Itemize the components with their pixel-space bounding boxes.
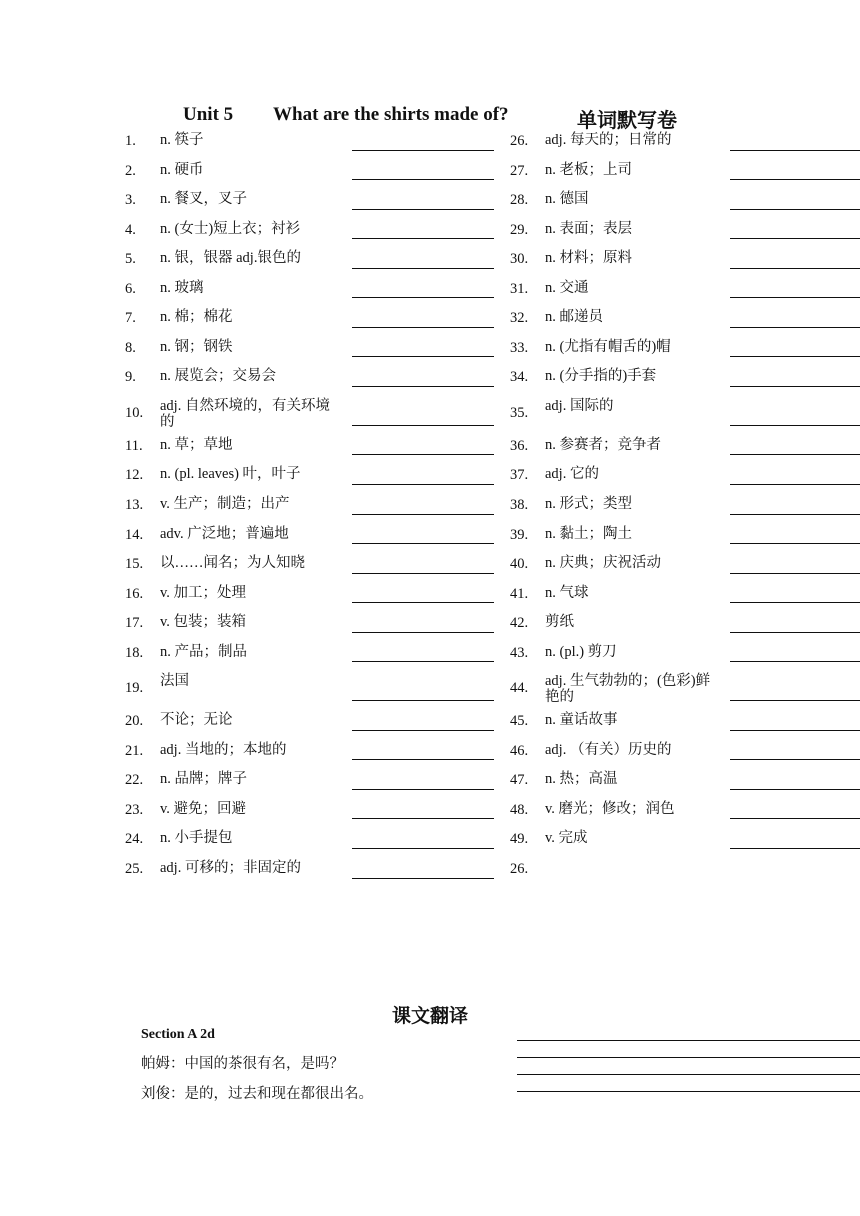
item-definition: n. 表面；表层 [545, 220, 632, 237]
item-definition: v. 完成 [545, 830, 588, 847]
vocab-item [125, 854, 497, 884]
item-definition: v. 避免；回避 [160, 800, 247, 817]
item-definition: n. 品牌；牌子 [160, 771, 247, 788]
translation-answer-line[interactable] [517, 1040, 860, 1041]
vocab-item [510, 795, 860, 825]
item-number: 46. [510, 742, 529, 759]
item-definition: n. 交通 [545, 279, 589, 296]
translation-title: 课文翻译 [391, 1006, 468, 1027]
item-definition: adj. 可移的；非固定的 [160, 860, 301, 877]
item-definition: 剪纸 [545, 614, 574, 631]
item-number: 32. [510, 310, 529, 327]
vocab-item [125, 795, 497, 825]
vocab-item [125, 392, 497, 431]
vocab-item [510, 185, 860, 215]
vocab-item [510, 362, 860, 392]
item-definition: n. 硬币 [160, 161, 204, 178]
vocab-item [125, 765, 497, 795]
item-definition: n. 草；草地 [160, 436, 233, 453]
item-definition: 以……闻名；为人知晓 [160, 555, 305, 572]
answer-blank[interactable] [352, 356, 494, 357]
item-number: 33. [510, 339, 529, 356]
item-number: 48. [510, 801, 529, 818]
vocab-item [510, 333, 860, 363]
item-definition: n. (尤指有帽舌的)帽 [545, 338, 671, 355]
item-definition: adj. 自然环境的，有关环境的 [160, 397, 330, 430]
item-definition: n. 银，银器 adj.银色的 [160, 250, 301, 267]
answer-blank[interactable] [352, 425, 494, 426]
answer-blank[interactable] [352, 209, 494, 210]
answer-blank[interactable] [730, 730, 860, 731]
item-number: 8. [125, 339, 136, 356]
vocab-item [510, 706, 860, 736]
item-definition: 法国 [160, 673, 189, 690]
vocab-item [510, 736, 860, 766]
item-number: 20. [125, 713, 144, 730]
answer-blank[interactable] [730, 484, 860, 485]
item-definition: n. 玻璃 [160, 279, 204, 296]
translation-answer-line[interactable] [517, 1057, 860, 1058]
item-definition: n. 棉；棉花 [160, 309, 233, 326]
item-number: 45. [510, 713, 529, 730]
answer-blank[interactable] [730, 150, 860, 151]
answer-blank[interactable] [352, 878, 494, 879]
vocab-column-left [125, 126, 497, 884]
answer-blank[interactable] [730, 759, 860, 760]
answer-blank[interactable] [730, 573, 860, 574]
item-number: 35. [510, 404, 529, 421]
answer-blank[interactable] [730, 661, 860, 662]
vocab-item [125, 608, 497, 638]
vocab-item [510, 638, 860, 668]
vocab-item [125, 667, 497, 706]
unit-label: Unit 5 [183, 104, 234, 125]
item-definition: n. 材料；原料 [545, 250, 632, 267]
vocab-item [125, 333, 497, 363]
vocab-item [125, 215, 497, 245]
item-definition: adj. 生气勃勃的；(色彩)鲜艳的 [545, 673, 711, 706]
answer-blank[interactable] [352, 484, 494, 485]
item-number: 21. [125, 742, 144, 759]
item-definition: n. 邮递员 [545, 309, 603, 326]
vocab-item [125, 460, 497, 490]
item-number: 16. [125, 585, 144, 602]
vocab-item [510, 126, 860, 156]
item-number: 4. [125, 221, 136, 238]
vocab-item [510, 215, 860, 245]
item-number: 23. [125, 801, 144, 818]
vocab-item [510, 579, 860, 609]
dialogue-line: 刘俊：是的，过去和现在都很出名。 [141, 1086, 373, 1102]
item-definition: n. 小手提包 [160, 830, 233, 847]
vocab-item [125, 303, 497, 333]
item-number: 44. [510, 680, 529, 697]
item-definition: n. 气球 [545, 584, 589, 601]
vocab-item [125, 185, 497, 215]
item-definition: n. 形式；类型 [545, 496, 632, 513]
item-definition: n. 童话故事 [545, 712, 618, 729]
answer-blank[interactable] [730, 700, 860, 701]
item-definition: adj. 国际的 [545, 397, 614, 414]
item-definition: n. (分手指的)手套 [545, 368, 657, 385]
item-number: 36. [510, 437, 529, 454]
item-number: 41. [510, 585, 529, 602]
answer-blank[interactable] [352, 632, 494, 633]
answer-blank[interactable] [352, 661, 494, 662]
item-definition: v. 生产；制造；出产 [160, 496, 290, 513]
vocab-item [125, 736, 497, 766]
vocab-item [125, 638, 497, 668]
vocab-item [510, 244, 860, 274]
item-number: 26. [510, 861, 529, 878]
item-definition: n. 黏土；陶土 [545, 525, 632, 542]
item-number: 5. [125, 251, 136, 268]
answer-blank[interactable] [730, 386, 860, 387]
section-label: Section A 2d [141, 1027, 215, 1042]
item-number: 34. [510, 369, 529, 386]
vocab-item [510, 854, 860, 884]
item-definition: n. 老板；上司 [545, 161, 632, 178]
answer-blank[interactable] [352, 514, 494, 515]
item-number: 38. [510, 497, 529, 514]
answer-blank[interactable] [730, 818, 860, 819]
item-number: 49. [510, 831, 529, 848]
item-definition: n. (pl. leaves) 叶，叶子 [160, 466, 301, 483]
item-definition: n. 热；高温 [545, 771, 618, 788]
item-number: 14. [125, 526, 144, 543]
item-number: 27. [510, 162, 529, 179]
item-definition: n. 钢；钢铁 [160, 338, 233, 355]
answer-blank[interactable] [352, 179, 494, 180]
vocab-item [510, 765, 860, 795]
item-number: 13. [125, 497, 144, 514]
item-number: 43. [510, 644, 529, 661]
item-number: 6. [125, 280, 136, 297]
answer-blank[interactable] [730, 179, 860, 180]
item-number: 9. [125, 369, 136, 386]
vocab-item [510, 431, 860, 461]
item-definition: adj. （有关）历史的 [545, 741, 672, 758]
item-number: 18. [125, 644, 144, 661]
item-number: 22. [125, 772, 144, 789]
answer-blank[interactable] [352, 297, 494, 298]
answer-blank[interactable] [352, 789, 494, 790]
answer-blank[interactable] [730, 789, 860, 790]
vocab-item [510, 303, 860, 333]
vocab-item [510, 608, 860, 638]
vocab-item [510, 520, 860, 550]
vocab-item [125, 126, 497, 156]
item-number: 25. [125, 861, 144, 878]
item-definition: n. 德国 [545, 191, 589, 208]
item-number: 12. [125, 467, 144, 484]
answer-blank[interactable] [730, 327, 860, 328]
vocab-item [125, 824, 497, 854]
item-number: 29. [510, 221, 529, 238]
dialogue-line: 帕姆：中国的茶很有名，是吗？ [141, 1056, 344, 1072]
item-number: 2. [125, 162, 136, 179]
item-number: 42. [510, 615, 529, 632]
answer-blank[interactable] [730, 356, 860, 357]
vocab-item [125, 362, 497, 392]
answer-blank[interactable] [730, 632, 860, 633]
item-number: 30. [510, 251, 529, 268]
item-number: 3. [125, 192, 136, 209]
item-definition: n. (女士)短上衣；衬衫 [160, 220, 301, 237]
item-number: 26. [510, 133, 529, 149]
answer-blank[interactable] [352, 602, 494, 603]
item-number: 15. [125, 556, 144, 573]
item-number: 40. [510, 556, 529, 573]
item-definition: v. 磨光；修改；润色 [545, 800, 675, 817]
answer-blank[interactable] [352, 818, 494, 819]
answer-blank[interactable] [352, 759, 494, 760]
item-number: 19. [125, 680, 144, 697]
answer-blank[interactable] [730, 543, 860, 544]
answer-blank[interactable] [352, 543, 494, 544]
vocab-item [510, 392, 860, 431]
answer-blank[interactable] [352, 268, 494, 269]
unit-question: What are the shirts made of? [273, 104, 509, 125]
answer-blank[interactable] [352, 700, 494, 701]
answer-blank[interactable] [352, 454, 494, 455]
vocab-item [125, 579, 497, 609]
answer-blank[interactable] [730, 238, 860, 239]
vocab-item [125, 490, 497, 520]
item-number: 37. [510, 467, 529, 484]
vocab-item [510, 490, 860, 520]
item-definition: n. (pl.) 剪刀 [545, 643, 617, 660]
answer-blank[interactable] [352, 327, 494, 328]
item-definition: n. 餐叉，叉子 [160, 191, 247, 208]
item-number: 7. [125, 310, 136, 327]
item-definition: n. 庆典；庆祝活动 [545, 555, 661, 572]
vocab-item [125, 156, 497, 186]
vocab-item [125, 274, 497, 304]
item-definition: v. 包装；装箱 [160, 614, 247, 631]
item-number: 24. [125, 831, 144, 848]
vocab-item [510, 824, 860, 854]
item-definition: adj. 当地的；本地的 [160, 741, 287, 758]
item-number: 10. [125, 404, 144, 421]
item-number: 11. [125, 437, 143, 454]
item-definition: adv. 广泛地；普遍地 [160, 525, 289, 542]
item-definition: v. 加工；处理 [160, 584, 247, 601]
answer-blank[interactable] [730, 602, 860, 603]
item-number: 47. [510, 772, 529, 789]
answer-blank[interactable] [730, 454, 860, 455]
vocab-item [125, 706, 497, 736]
answer-blank[interactable] [352, 730, 494, 731]
vocab-item [510, 156, 860, 186]
item-definition: n. 筷子 [160, 132, 204, 148]
vocab-column-right [510, 126, 860, 884]
item-definition: adj. 每天的；日常的 [545, 132, 672, 148]
answer-blank[interactable] [730, 514, 860, 515]
item-number: 39. [510, 526, 529, 543]
answer-blank[interactable] [730, 209, 860, 210]
vocab-item [125, 520, 497, 550]
answer-blank[interactable] [352, 150, 494, 151]
item-definition: n. 参赛者；竞争者 [545, 436, 661, 453]
vocab-item [125, 549, 497, 579]
answer-blank[interactable] [352, 848, 494, 849]
translation-answer-line[interactable] [517, 1091, 860, 1092]
answer-blank[interactable] [730, 425, 860, 426]
vocab-item [510, 460, 860, 490]
answer-blank[interactable] [352, 238, 494, 239]
item-definition: 不论；无论 [160, 712, 233, 729]
item-number: 28. [510, 192, 529, 209]
vocab-item [125, 431, 497, 461]
vocab-item [510, 667, 860, 706]
answer-blank[interactable] [730, 297, 860, 298]
vocab-item [510, 274, 860, 304]
item-number: 17. [125, 615, 144, 632]
vocab-item [510, 549, 860, 579]
answer-blank[interactable] [352, 386, 494, 387]
answer-blank[interactable] [730, 268, 860, 269]
item-number: 31. [510, 280, 529, 297]
translation-answer-line[interactable] [517, 1074, 860, 1075]
item-number: 1. [125, 133, 136, 149]
worksheet-title: 单词默写卷 [577, 110, 677, 132]
vocab-item [125, 244, 497, 274]
item-definition: n. 展览会；交易会 [160, 368, 276, 385]
item-definition: adj. 它的 [545, 466, 599, 483]
item-definition: n. 产品；制品 [160, 643, 247, 660]
answer-blank[interactable] [730, 848, 860, 849]
answer-blank[interactable] [352, 573, 494, 574]
